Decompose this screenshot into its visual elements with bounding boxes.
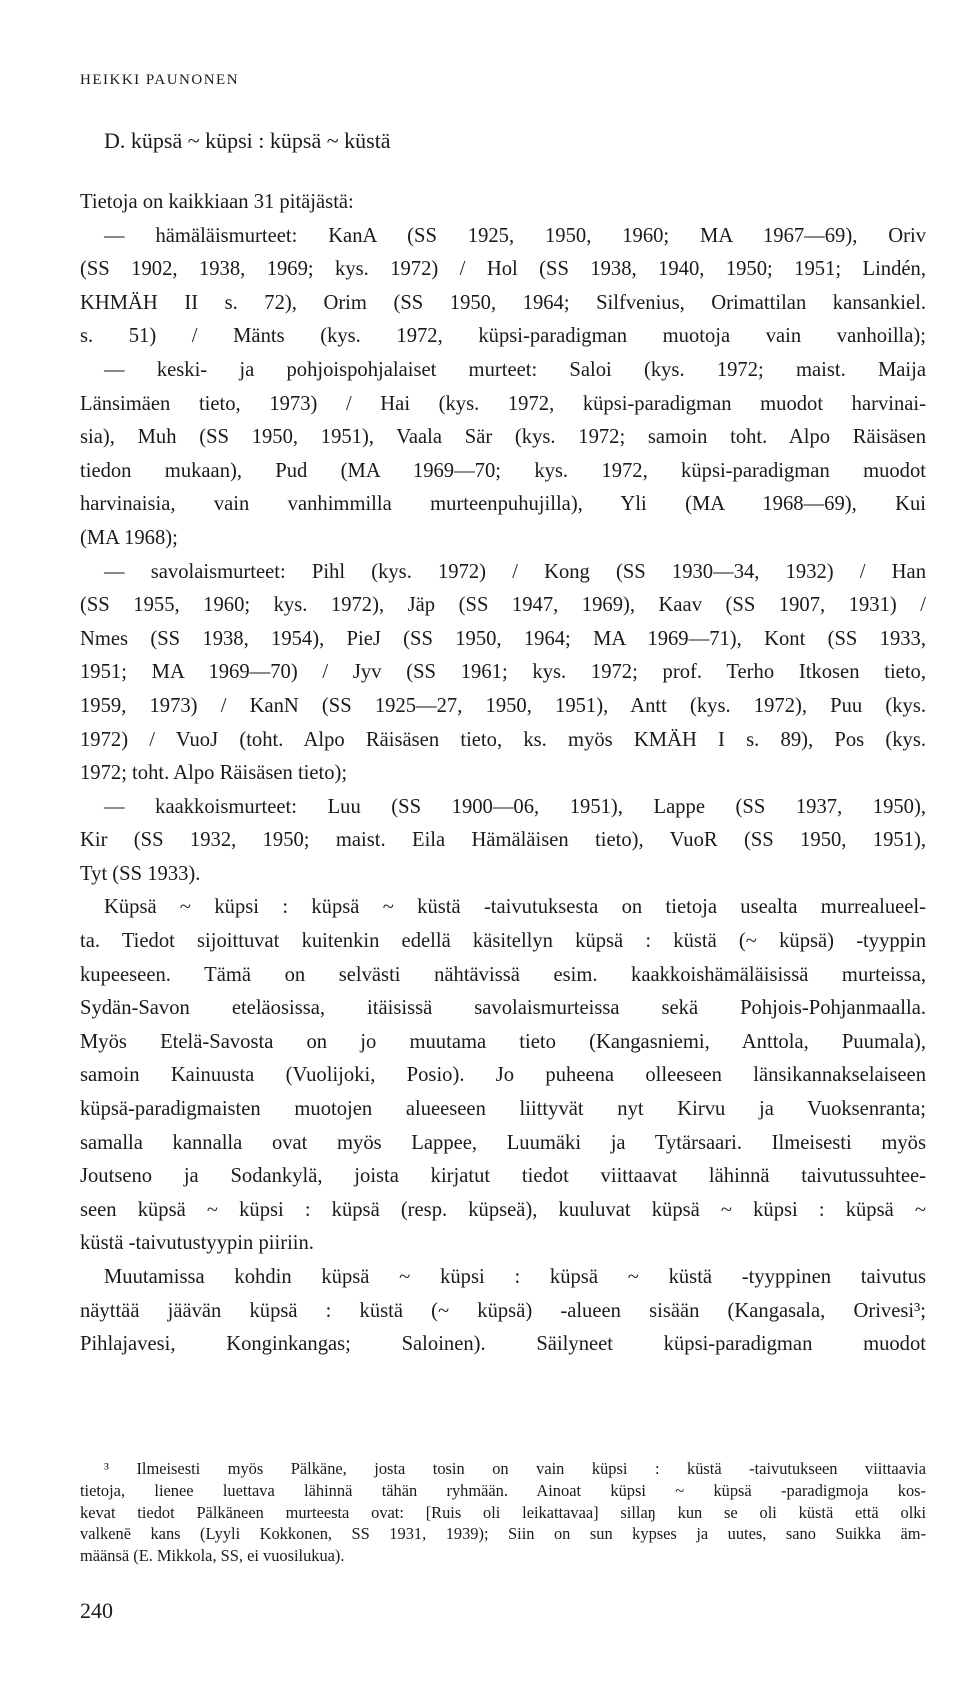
body-line: (MA 1968); xyxy=(80,526,178,549)
body-line: 1959, 1973) / KanN (SS 1925—27, 1950, 1951), Antt (kys. 1972), Puu (kys. xyxy=(80,694,926,717)
body-line: Tietoja on kaikkiaan 31 pitäjästä: xyxy=(80,191,354,213)
body-line: Nmes (SS 1938, 1954), PieJ (SS 1950, 1964; MA 1969—71), Kont (SS 1933, xyxy=(80,627,926,650)
body-line: — hämäläismurteet: KanA (SS 1925, 1950, 1960; MA 1967—69), Oriv xyxy=(104,224,926,247)
body-text xyxy=(80,186,926,1362)
body-line: Joutseno ja Sodankylä, joista kirjatut tiedot viittaavat lähinnä taivutussuhtee- xyxy=(80,1165,926,1188)
footnotes xyxy=(80,1458,926,1567)
page-number: 240 xyxy=(80,1598,113,1623)
body-line: harvinaisia, vain vanhimmilla murteenpuhujilla), Yli (MA 1968—69), Kui xyxy=(80,493,926,516)
body-line: Pihlajavesi, Konginkangas; Saloinen). Säilyneet küpsi-paradigman muodot xyxy=(80,1333,926,1356)
body-line: 1972; toht. Alpo Räisäsen tieto); xyxy=(80,762,348,785)
footnote-line: ³ Ilmeisesti myös Pälkäne, josta tosin on vain küpsi : küstä -taivutukseen viittaavia xyxy=(104,1459,926,1478)
body-line: s. 51) / Mänts (kys. 1972, küpsi-paradigman muotoja vain vanhoilla); xyxy=(80,325,926,348)
body-line: — keski- ja pohjoispohjalaiset murteet: Saloi (kys. 1972; maist. Maija xyxy=(104,358,926,381)
body-line: Länsimäen tieto, 1973) / Hai (kys. 1972, küpsi-paradigman muodot harvinai- xyxy=(80,392,926,415)
body-line: — kaakkoismurteet: Luu (SS 1900—06, 1951), Lappe (SS 1937, 1950), xyxy=(104,795,926,818)
body-line: Küpsä ~ küpsi : küpsä ~ küstä -taivutuksesta on tietoja usealta murrealueel- xyxy=(104,896,926,919)
running-header: HEIKKI PAUNONEN xyxy=(80,72,240,88)
footnote-line: valkenē kans (Lyyli Kokkonen, SS 1931, 1939); Siin on sun kypses ja uutes, sano Suikka äm- xyxy=(80,1524,926,1544)
footnote-line: määnsä (E. Mikkola, SS, ei vuosilukua). xyxy=(80,1546,345,1566)
section-heading: D. küpsä ~ küpsi : küpsä ~ küstä xyxy=(104,128,391,153)
body-line: küpsä-paradigmaisten muotojen alueeseen liittyvät nyt Kirvu ja Vuoksenranta; xyxy=(80,1098,926,1121)
body-line: kupeeseen. Tämä on selvästi nähtävissä esim. kaakkoishämäläisissä murteissa, xyxy=(80,963,926,986)
body-line: näyttää jäävän küpsä : küstä (~ küpsä) -alueen sisään (Kangasala, Orivesi³; xyxy=(80,1299,926,1322)
body-line: — savolaismurteet: Pihl (kys. 1972) / Kong (SS 1930—34, 1932) / Han xyxy=(104,560,926,583)
body-line: samalla kannalla ovat myös Lappee, Luumäki ja Tytärsaari. Ilmeisesti myös xyxy=(80,1131,926,1154)
body-line: küstä -taivutustyypin piiriin. xyxy=(80,1232,314,1255)
body-line: samoin Kainuusta (Vuolijoki, Posio). Jo puheena olleeseen länsikannakselaiseen xyxy=(80,1064,926,1087)
body-line: KHMÄH II s. 72), Orim (SS 1950, 1964; Silfvenius, Orimattilan kansankiel. xyxy=(80,291,926,314)
body-line: Kir (SS 1932, 1950; maist. Eila Hämäläisen tieto), VuoR (SS 1950, 1951), xyxy=(80,829,926,852)
body-line: seen küpsä ~ küpsi : küpsä (resp. küpseä), kuuluvat küpsä ~ küpsi : küpsä ~ xyxy=(80,1198,926,1221)
footnote-line: tietoja, lienee luettava lähinnä tähän ryhmään. Ainoat küpsi ~ küpsä -paradigmoja kos- xyxy=(80,1480,926,1500)
footnote-line: kevat tiedot Pälkäneen murteesta ovat: [Ruis oli leikattavaa] sillaŋ kun se oli küstä että olki xyxy=(80,1502,926,1522)
body-line: tiedon mukaan), Pud (MA 1969—70; kys. 1972, küpsi-paradigman muodot xyxy=(80,459,926,482)
body-line: sia), Muh (SS 1950, 1951), Vaala Sär (kys. 1972; samoin toht. Alpo Räisäsen xyxy=(80,426,926,449)
body-line: 1951; MA 1969—70) / Jyv (SS 1961; kys. 1972; prof. Terho Itkosen tieto, xyxy=(80,661,926,684)
body-line: Myös Etelä-Savosta on jo muutama tieto (Kangasniemi, Anttola, Puumala), xyxy=(80,1030,926,1053)
body-line: Muutamissa kohdin küpsä ~ küpsi : küpsä ~ küstä -tyyppinen taivutus xyxy=(104,1266,926,1288)
body-line: (SS 1902, 1938, 1969; kys. 1972) / Hol (SS 1938, 1940, 1950; 1951; Lindén, xyxy=(80,258,926,281)
body-line: ta. Tiedot sijoittuvat kuitenkin edellä käsitellyn küpsä : küstä (~ küpsä) -tyyppin xyxy=(80,930,926,953)
body-line: Sydän-Savon eteläosissa, itäisissä savolaismurteissa sekä Pohjois-Pohjanmaalla. xyxy=(80,997,926,1020)
body-line: (SS 1955, 1960; kys. 1972), Jäp (SS 1947, 1969), Kaav (SS 1907, 1931) / xyxy=(80,594,926,617)
body-line: Tyt (SS 1933). xyxy=(80,862,201,885)
body-line: 1972) / VuoJ (toht. Alpo Räisäsen tieto, ks. myös KMÄH I s. 89), Pos (kys. xyxy=(80,728,926,751)
